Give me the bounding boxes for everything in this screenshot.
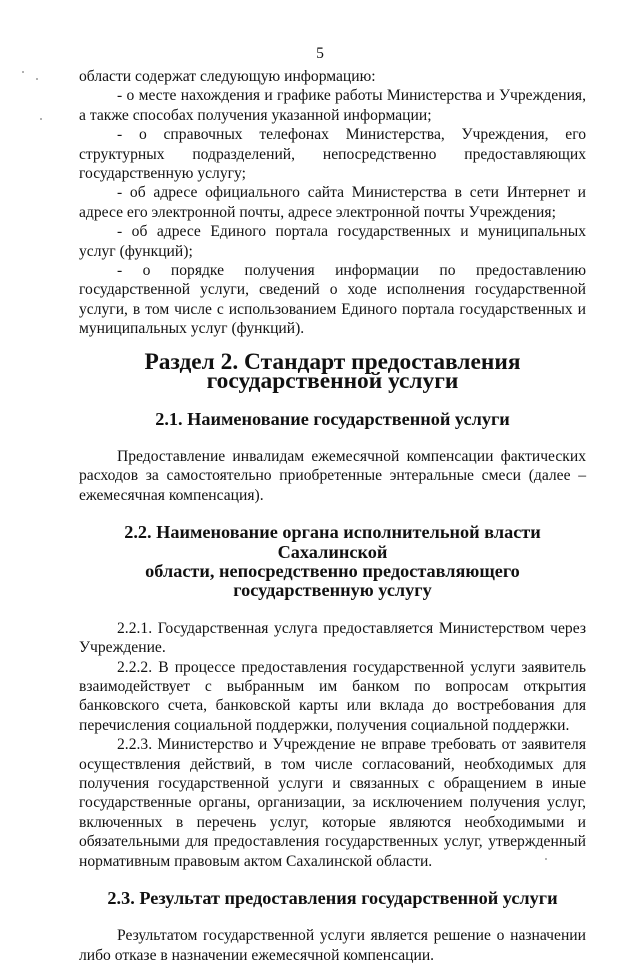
intro-lead: области содержат следующую информацию: (79, 68, 376, 85)
section-2-2-heading (79, 523, 586, 601)
section-2-2-heading-line2: области, непосредственно предоставляющего государственную услугу (145, 560, 520, 601)
scan-speck (40, 118, 42, 120)
section-2-heading: Раздел 2. Стандарт предоставления государственной услуги (144, 348, 521, 395)
paragraph-2-2-1: 2.2.1. Государственная услуга предоставляется Министерством через Учреждение. (79, 619, 586, 657)
section-2-3-text: Результатом государственной услуги является решение о назначении либо отказе в назначении ежемесячной компенсации. (79, 927, 586, 964)
scan-speck (22, 71, 24, 73)
intro-item: - о порядке получения информации по предоставлению государственной услуги, сведений о ходе исполнения государственной услуги, в том числе с использованием Единого портала государственных и муниципальных услуг (функций). (79, 262, 586, 338)
section-2-1-heading: 2.1. Наименование государственной услуги (155, 408, 510, 429)
page-number: 5 (316, 45, 324, 62)
intro-item: - о месте нахождения и графике работы Министерства и Учреждения, а также способах получения указанной информации; (79, 87, 586, 124)
section-2-1-text: Предоставление инвалидам ежемесячной компенсации фактических расходов за самостоятельно приобретенные энтеральные смеси (далее – ежемесячная компенсация). (79, 447, 586, 504)
intro-item: - об адресе официального сайта Министерства в сети Интернет и адресе его электронной почты, адресе электронной почты Учреждения; (79, 184, 586, 221)
intro-item: - о справочных телефонах Министерства, Учреждения, его структурных подразделений, непосредственно предоставляющих государственную услугу; (79, 126, 586, 183)
intro-item: - об адресе Единого портала государственных и муниципальных услуг (функций); (79, 223, 586, 260)
section-2-2-heading-line1: 2.2. Наименование органа исполнительной власти Сахалинской (124, 522, 541, 562)
paragraph-2-2-2: 2.2.2. В процессе предоставления государственной услуги заявитель взаимодействует с выбранным им банком по вопросам открытия банковского счета, банковской карты или вклада до востребования для перечисления социальной поддержки, получения социальной поддержки. (79, 658, 586, 734)
paragraph-2-2-3: 2.2.3. Министерство и Учреждение не вправе требовать от заявителя осуществления действий, в том числе согласований, необходимых для получения государственной услуги и связанных с обращением в иные государственные органы, организации, за исключением получения услуг, включенных в перечень услуг, которые являются необходимыми и обязательными для предоставления государственных услуг, утвержденный нормативным правовым актом Сахалинской области. (79, 736, 586, 870)
scan-speck (36, 78, 38, 80)
section-2-3-heading: 2.3. Результат предоставления государственной услуги (107, 888, 558, 909)
document-body (79, 67, 586, 965)
